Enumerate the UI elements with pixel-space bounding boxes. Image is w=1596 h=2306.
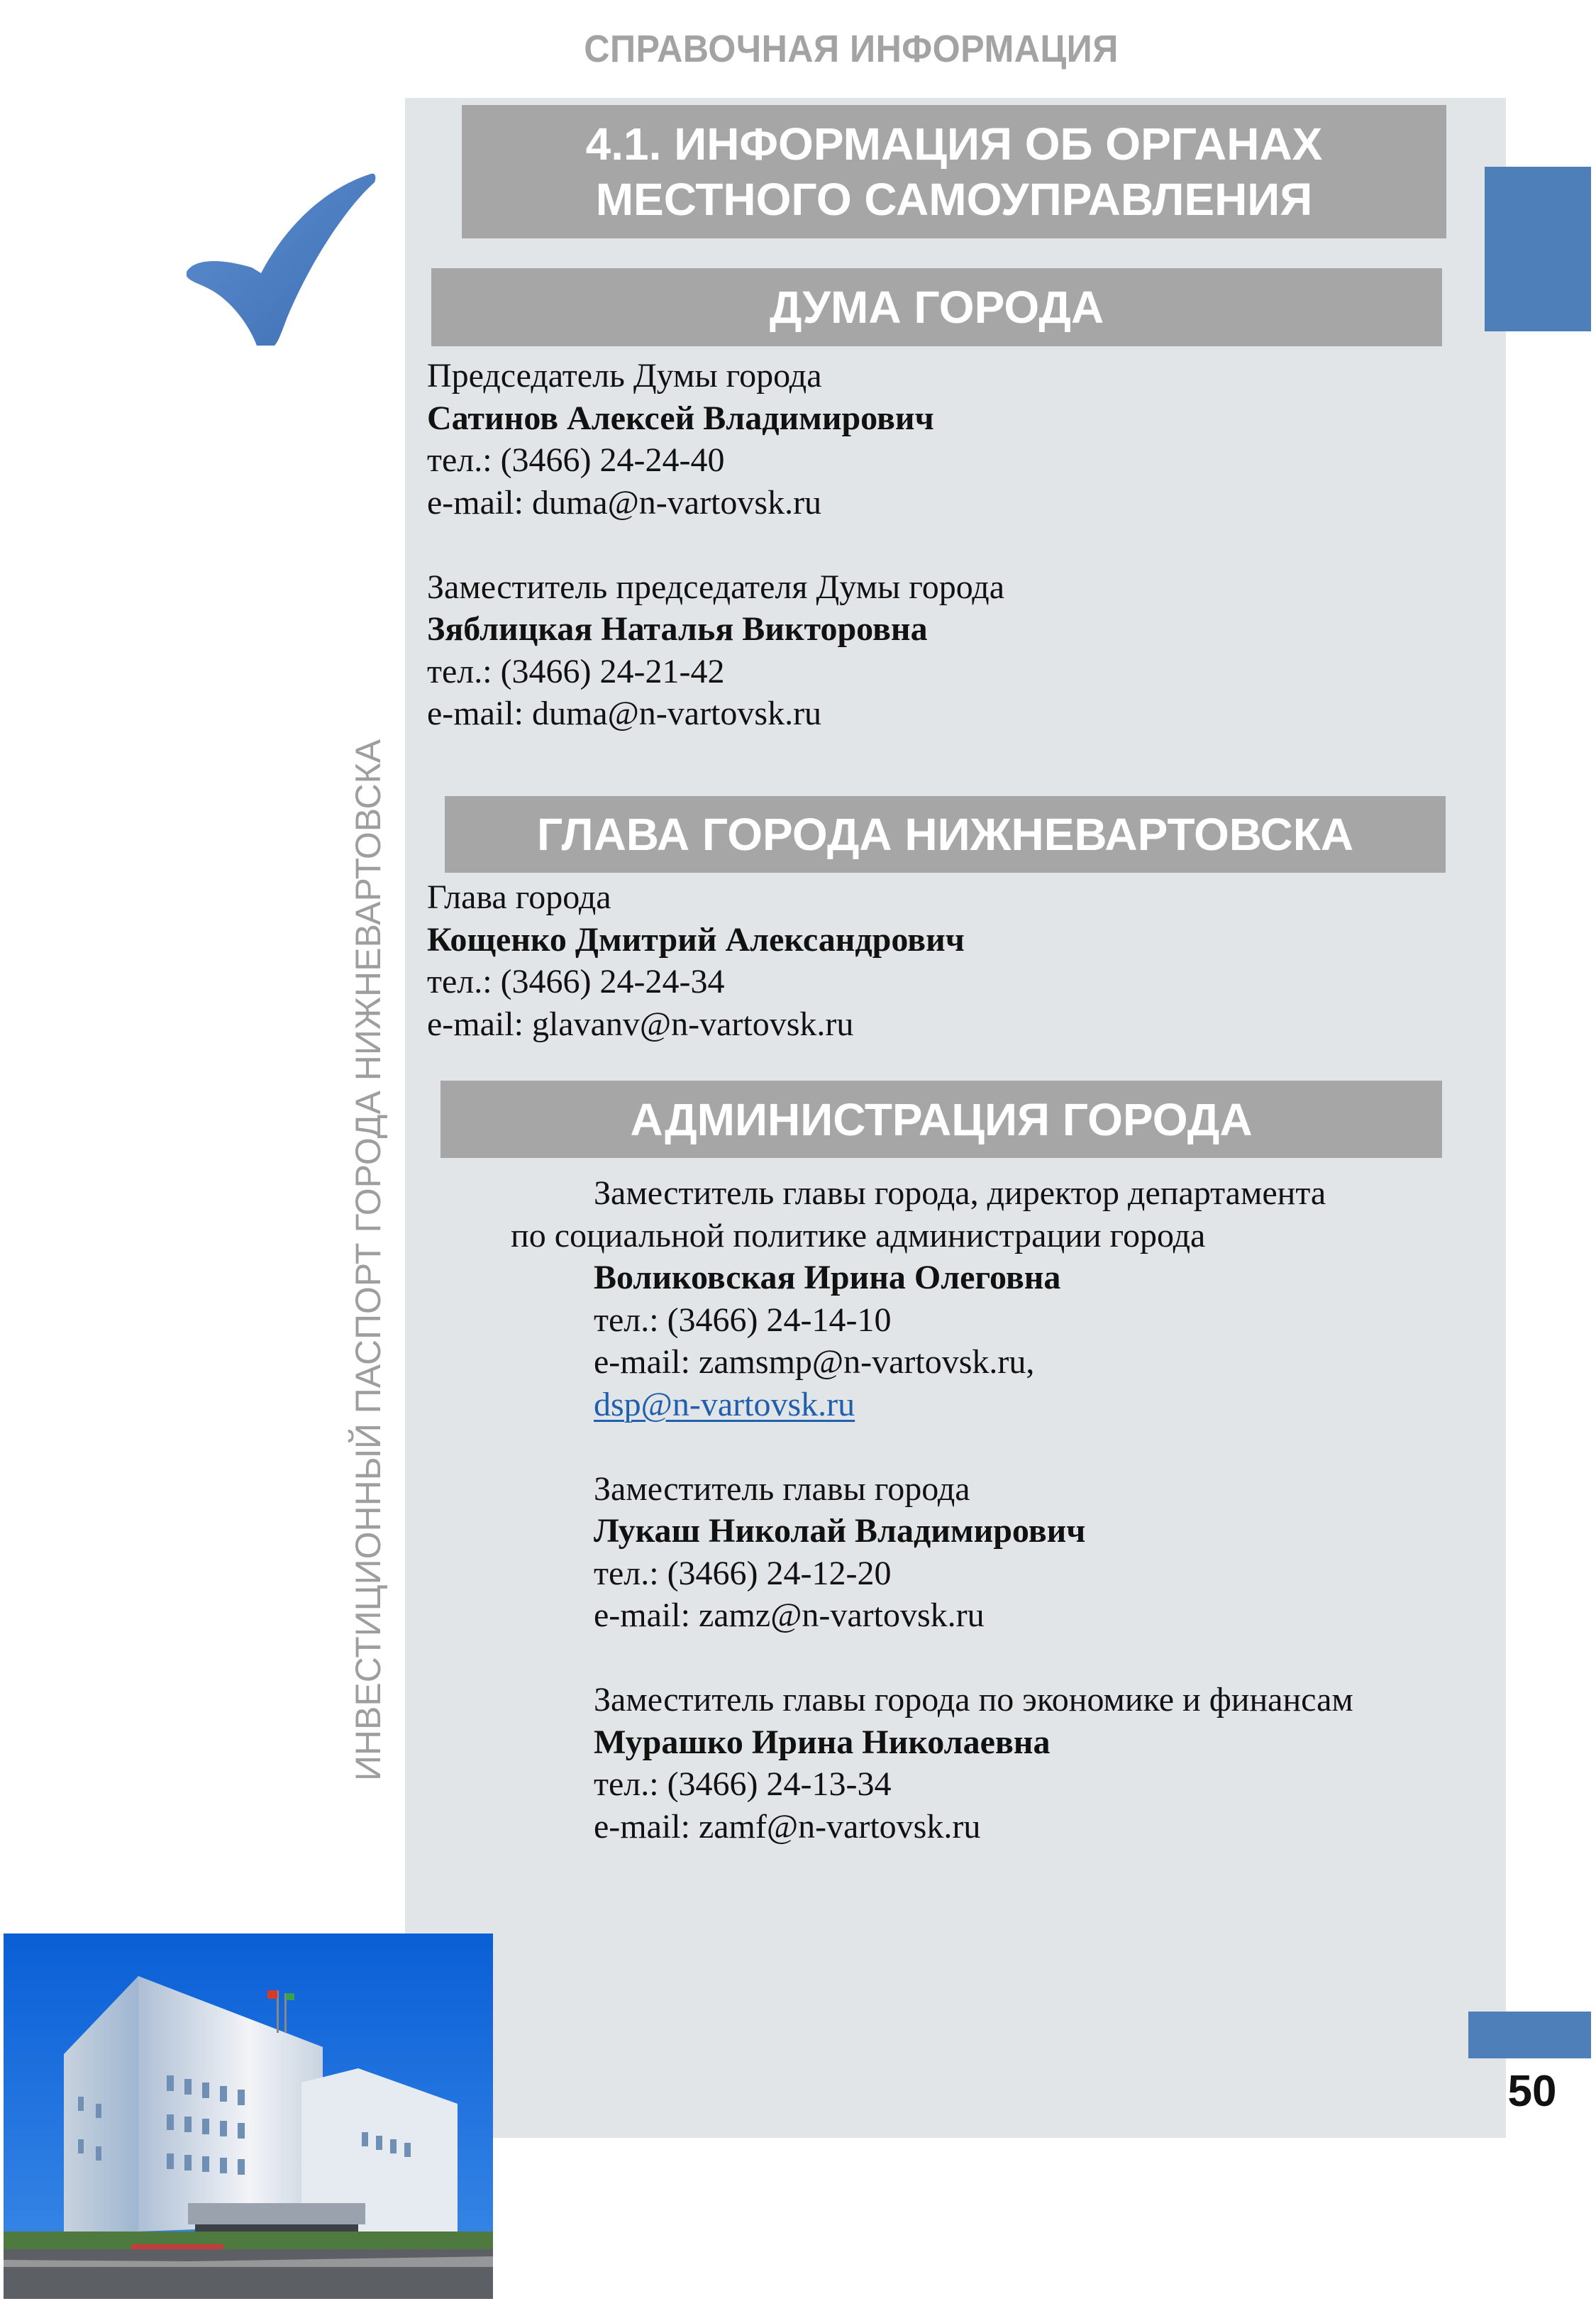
chapter-title-bar [462, 105, 1446, 238]
flag [286, 1993, 294, 2000]
duma-contacts [427, 355, 1004, 735]
flower-bed [131, 2244, 223, 2250]
contact-card [427, 566, 1004, 735]
checkmark-icon [181, 167, 383, 351]
section-heading-duma [431, 268, 1442, 346]
contact-phone: тел.: (3466) 24-24-34 [427, 963, 725, 1000]
contact-card [427, 355, 1004, 524]
contact-email-link[interactable]: dsp@n-vartovsk.ru [594, 1385, 855, 1423]
road [4, 2249, 493, 2299]
contact-card [427, 876, 965, 1045]
city-administration-building-photo [4, 1933, 493, 2299]
vertical-document-title: ИНВЕСТИЦИОННЫЙ ПАСПОРТ ГОРОДА НИЖНЕВАРТОВСКА [348, 739, 388, 1781]
admin-contacts [511, 1172, 1353, 1848]
contact-email[interactable]: e-mail: duma@n-vartovsk.ru [427, 695, 822, 732]
contact-phone: тел.: (3466) 24-12-20 [594, 1554, 892, 1592]
contact-email[interactable]: e-mail: zamz@n-vartovsk.ru [594, 1596, 985, 1634]
section-heading-admin [440, 1081, 1442, 1158]
contact-phone: тел.: (3466) 24-13-34 [594, 1765, 892, 1803]
contact-email[interactable]: e-mail: zamsmp@n-vartovsk.ru, [594, 1343, 1035, 1381]
spacer [594, 1425, 1353, 1468]
contact-position: Глава города [427, 878, 611, 916]
contact-position: Заместитель председателя Думы города [427, 568, 1005, 606]
contact-position-continued: по социальной политике администрации города [511, 1216, 1206, 1254]
page-number: 50 [1507, 2067, 1557, 2116]
section-heading-admin-label: АДМИНИСТРАЦИЯ ГОРОДА [630, 1093, 1253, 1145]
contact-position: Заместитель главы города, директор департамента [594, 1174, 1326, 1212]
greenery [4, 2231, 493, 2251]
contact-phone: тел.: (3466) 24-14-10 [594, 1301, 892, 1339]
flag [267, 1990, 277, 1999]
contact-email[interactable]: e-mail: glavanv@n-vartovsk.ru [427, 1005, 854, 1043]
chapter-title-line-2: МЕСТНОГО САМОУПРАВЛЕНИЯ [595, 174, 1313, 225]
spacer [594, 1637, 1353, 1679]
contact-phone: тел.: (3466) 24-24-40 [427, 441, 725, 479]
running-header: СПРАВОЧНАЯ ИНФОРМАЦИЯ [584, 28, 1119, 70]
contact-card [594, 1679, 1353, 1848]
contact-email[interactable]: e-mail: zamf@n-vartovsk.ru [594, 1807, 981, 1846]
section-heading-duma-label: ДУМА ГОРОДА [769, 282, 1104, 333]
spacer [427, 524, 1004, 566]
chapter-title-line-1: 4.1. ИНФОРМАЦИЯ ОБ ОРГАНАХ [585, 118, 1323, 170]
contact-card [511, 1172, 1353, 1425]
contact-position: Заместитель главы города [594, 1469, 970, 1508]
contact-name: Зяблицкая Наталья Викторовна [427, 610, 928, 648]
glava-contacts [427, 876, 965, 1045]
contact-phone: тел.: (3466) 24-21-42 [427, 652, 725, 690]
contact-position: Председатель Думы города [427, 357, 822, 395]
section-heading-glava [445, 796, 1446, 873]
contact-name: Кощенко Дмитрий Александрович [427, 920, 965, 959]
contact-name: Сатинов Алексей Владимирович [427, 399, 934, 437]
section-heading-glava-label: ГЛАВА ГОРОДА НИЖНЕВАРТОВСКА [536, 809, 1354, 860]
contact-name: Мурашко Ирина Николаевна [594, 1723, 1051, 1761]
entrance-canopy [188, 2203, 365, 2224]
contact-name: Воликовская Ирина Олеговна [594, 1259, 1061, 1296]
contact-name: Лукаш Николай Владимирович [594, 1512, 1086, 1550]
contact-position: Заместитель главы города по экономике и финансам [594, 1681, 1353, 1719]
contact-card [594, 1468, 1353, 1637]
blue-tab-decoration-top [1485, 167, 1591, 331]
contact-email[interactable]: e-mail: duma@n-vartovsk.ru [427, 483, 822, 522]
blue-tab-decoration-bottom [1468, 2012, 1591, 2058]
